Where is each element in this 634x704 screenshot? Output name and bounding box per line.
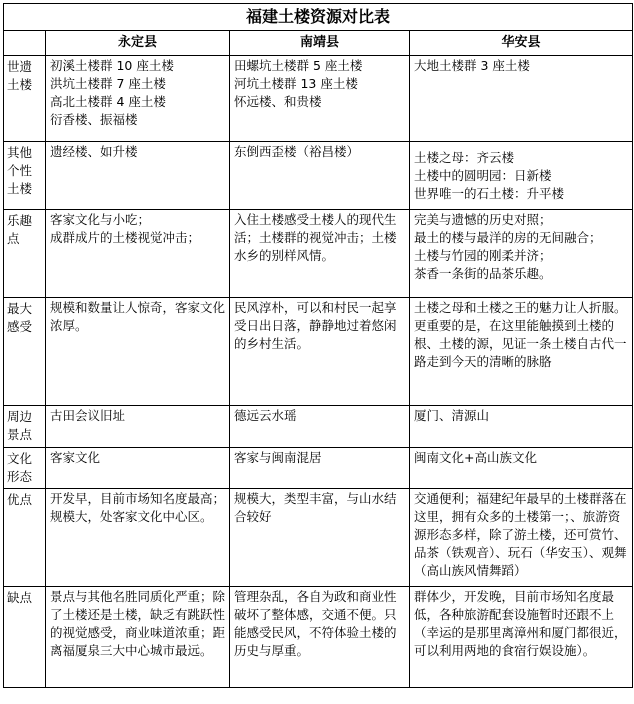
cell-line: 景点与其他名胜同质化严重；除了土楼还是土楼，缺乏有跳跃性的视觉感受，商业味道浓重；距离福厦泉三大中心城市最远。 (50, 589, 226, 658)
row-label: 世遗土楼 (4, 56, 46, 142)
cell-line: 德远云水瑶 (234, 408, 297, 423)
cell-line: 土楼中的圆明园：日新楼 (414, 168, 552, 183)
cell-line: 大地土楼群 3 座土楼 (414, 58, 530, 73)
cell-line: 初溪土楼群 10 座土楼 (50, 58, 174, 73)
cell-line: 田螺坑土楼群 5 座土楼 (234, 58, 363, 73)
cell-line: 茶香一条街的品茶乐趣。 (414, 266, 552, 281)
cell-huaan (410, 587, 633, 688)
cell-yongding (46, 210, 230, 298)
cell-huaan (410, 56, 633, 142)
table-row (4, 56, 633, 142)
row-label: 文化形态 (4, 448, 46, 489)
table-row (4, 298, 633, 406)
table-row (4, 210, 633, 298)
cell-yongding (46, 448, 230, 489)
table-title: 福建土楼资源对比表 (4, 4, 633, 31)
table-body (4, 56, 633, 688)
cell-yongding (46, 489, 230, 587)
cell-nanjing (230, 56, 410, 142)
table-row (4, 489, 633, 587)
cell-line: 闽南文化+高山族文化 (414, 450, 537, 465)
title-row (4, 4, 633, 31)
comparison-table (3, 3, 633, 688)
cell-line: 土楼与竹园的刚柔并济； (414, 248, 552, 263)
cell-line: 衍香楼、振福楼 (50, 112, 138, 127)
cell-huaan (410, 406, 633, 448)
cell-line: 最土的楼与最洋的房的无间融合； (414, 230, 602, 245)
cell-nanjing (230, 298, 410, 406)
cell-line: 交通便利；福建纪年最早的土楼群落在这里，拥有众多的土楼第一；、旅游资源形态多样，除了游土楼，还可赏竹、品茶（铁观音）、玩石（华安玉）、观舞（高山族风情舞蹈） (414, 491, 627, 578)
header-cell-yongding: 永定县 (46, 31, 230, 56)
cell-line: 厦门、清源山 (414, 408, 490, 423)
cell-nanjing (230, 142, 410, 210)
cell-huaan (410, 298, 633, 406)
cell-line: 遗经楼、如升楼 (50, 144, 138, 159)
header-row (4, 31, 633, 56)
row-label: 周边景点 (4, 406, 46, 448)
table-row (4, 448, 633, 489)
cell-line: 开发早，目前市场知名度最高；规模大，处客家文化中心区。 (50, 491, 226, 524)
cell-nanjing (230, 489, 410, 587)
cell-yongding (46, 298, 230, 406)
comparison-table-wrapper (3, 3, 632, 688)
cell-huaan (410, 489, 633, 587)
row-label: 乐趣点 (4, 210, 46, 298)
row-label: 缺点 (4, 587, 46, 688)
cell-nanjing (230, 406, 410, 448)
header-cell-empty (4, 31, 46, 56)
cell-line: 管理杂乱，各自为政和商业性破坏了整体感，交通不便。只能感受民风，不符体验土楼的历史与厚重。 (234, 589, 397, 658)
cell-yongding (46, 406, 230, 448)
table-row (4, 406, 633, 448)
cell-line: 规模和数量让人惊奇，客家文化浓厚。 (50, 300, 226, 333)
cell-nanjing (230, 587, 410, 688)
table-row (4, 142, 633, 210)
cell-line: 入住土楼感受土楼人的现代生活；土楼群的视觉冲击；土楼水乡的别样风情。 (234, 212, 397, 263)
cell-line: 客家与闽南混居 (234, 450, 322, 465)
cell-line: 世界唯一的石土楼：升平楼 (414, 186, 565, 201)
row-label: 优点 (4, 489, 46, 587)
cell-line: 客家文化 (50, 450, 101, 465)
cell-line: 客家文化与小吃； (50, 212, 151, 227)
cell-line: 规模大，类型丰富，与山水结合较好 (234, 491, 397, 524)
cell-line: 民风淳朴，可以和村民一起享受日出日落，静静地过着悠闲的乡村生活。 (234, 300, 397, 351)
header-cell-huaan: 华安县 (410, 31, 633, 56)
cell-line: 河坑土楼群 13 座土楼 (234, 76, 358, 91)
row-label: 最大感受 (4, 298, 46, 406)
row-label: 其他个性土楼 (4, 142, 46, 210)
cell-line: 东倒西歪楼（裕昌楼） (234, 144, 360, 159)
cell-huaan (410, 210, 633, 298)
cell-huaan (410, 142, 633, 210)
cell-line: 完美与遗憾的历史对照； (414, 212, 552, 227)
cell-nanjing (230, 210, 410, 298)
cell-line: 成群成片的土楼视觉冲击； (50, 230, 201, 245)
cell-yongding (46, 142, 230, 210)
header-cell-nanjing: 南靖县 (230, 31, 410, 56)
cell-line: 土楼之母：齐云楼 (414, 150, 515, 165)
cell-line: 高北土楼群 4 座土楼 (50, 94, 166, 109)
cell-nanjing (230, 448, 410, 489)
table-row (4, 587, 633, 688)
cell-yongding (46, 56, 230, 142)
cell-line: 洪坑土楼群 7 座土楼 (50, 76, 166, 91)
cell-yongding (46, 587, 230, 688)
cell-huaan (410, 448, 633, 489)
cell-line: 怀远楼、和贵楼 (234, 94, 322, 109)
cell-line: 古田会议旧址 (50, 408, 126, 423)
cell-line: 群体少，开发晚，目前市场知名度最低，各种旅游配套设施暂时还跟不上（幸运的是那里离漳州和厦门都很近，可以利用两地的食宿行娱设施）。 (414, 589, 627, 658)
cell-line: 土楼之母和土楼之王的魅力让人折服。更重要的是，在这里能触摸到土楼的根、土楼的源，见证一条土楼自古代一路走到今天的清晰的脉胳 (414, 300, 627, 369)
